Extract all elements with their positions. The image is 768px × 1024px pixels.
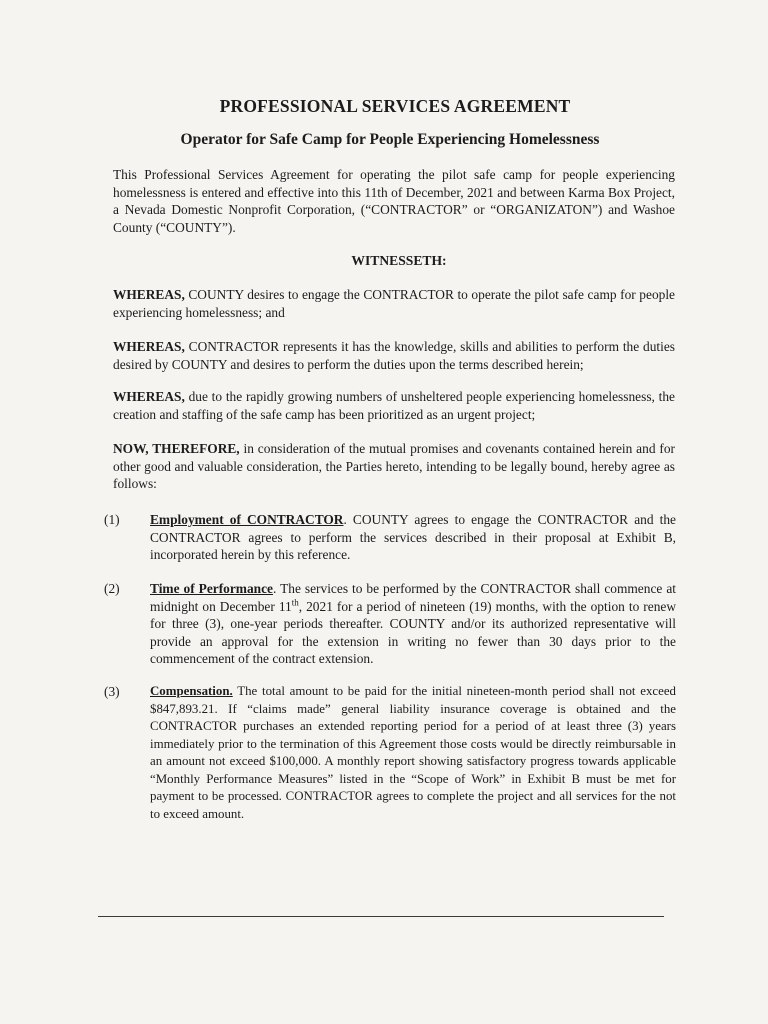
section-body xyxy=(150,683,676,823)
section-number: (1) xyxy=(104,512,120,527)
recital-lead: WHEREAS, xyxy=(113,389,185,404)
section-number: (3) xyxy=(104,684,120,699)
section-text-continued: , 2021 for a period of nineteen (19) months, with the option to renew for three (3), one-year periods thereafter. COUNTY and/or its authorized representative will provide an approval for the extension in writing no fewer than 30 days prior to the commencement of the contract extension. xyxy=(150,598,676,666)
recital-text: COUNTY desires to engage the CONTRACTOR to operate the pilot safe camp for people experiencing homelessness; and xyxy=(113,287,675,320)
section-text: . COUNTY agrees to engage the CONTRACTOR and the CONTRACTOR agrees to perform the services described in their proposal at Exhibit B, incorporated herein by this reference. xyxy=(150,512,676,562)
section-text: . The services to be performed by the CONTRACTOR shall commence at midnight on December 11 xyxy=(150,581,676,614)
section-employment xyxy=(104,511,676,564)
recital-lead: WHEREAS, xyxy=(113,339,185,354)
ordinal-suffix: th xyxy=(291,597,299,608)
section-body xyxy=(150,580,676,668)
recital-paragraph xyxy=(113,286,675,321)
section-text: The total amount to be paid for the initial nineteen-month period shall not exceed $847,893.21. If “claims made” general liability insurance coverage is obtained and the CONTRACTOR purchases an extended reporting period for a period of at least three (3) years immediately prior to the termination of this Agreement those costs would be directly reimbursable in an amount not exceed $100,000. A monthly report showing satisfactory progress towards applicable “Monthly Performance Measures” listed in the “Scope of Work” in Exhibit B must be met for payment to be processed. CONTRACTOR agrees to complete the project and all services for the not to exceed amount. xyxy=(150,684,676,821)
section-heading: Time of Performance xyxy=(150,581,273,596)
section-number: (2) xyxy=(104,581,120,596)
now-therefore-paragraph xyxy=(113,440,675,493)
section-heading: Compensation. xyxy=(150,684,233,698)
intro-paragraph: This Professional Services Agreement for operating the pilot safe camp for people experiencing homelessness is entered and effective into this 11th of December, 2021 and between Karma Box Project, a Nevada Domestic Nonprofit Corporation, (“CONTRACTOR” or “ORGANIZATON”) and Washoe County (“COUNTY”). xyxy=(113,167,675,235)
section-time-of-performance xyxy=(104,580,676,668)
recital-text: in consideration of the mutual promises and covenants contained herein and for other good and valuable consideration, the Parties hereto, intending to be legally bound, hereby agree as follows: xyxy=(113,441,676,491)
document-subtitle: Operator for Safe Camp for People Experiencing Homelessness xyxy=(180,131,600,148)
footer-divider xyxy=(98,916,664,917)
recital-paragraph xyxy=(113,388,675,423)
recital-text: CONTRACTOR represents it has the knowledge, skills and abilities to perform the duties desired by COUNTY and desires to perform the duties upon the terms described herein; xyxy=(113,339,675,372)
witnesseth-heading: WITNESSETH: xyxy=(351,253,447,268)
section-heading: Employment of CONTRACTOR xyxy=(150,512,344,527)
section-compensation xyxy=(104,683,676,823)
section-body xyxy=(150,511,676,564)
recital-paragraph xyxy=(113,338,675,373)
recital-lead: WHEREAS, xyxy=(113,287,185,302)
recital-lead: NOW, THEREFORE, xyxy=(113,441,240,456)
document-title: PROFESSIONAL SERVICES AGREEMENT xyxy=(219,96,571,116)
recital-text: due to the rapidly growing numbers of unsheltered people experiencing homelessness, the creation and staffing of the safe camp has been prioritized as an urgent project; xyxy=(113,389,675,422)
